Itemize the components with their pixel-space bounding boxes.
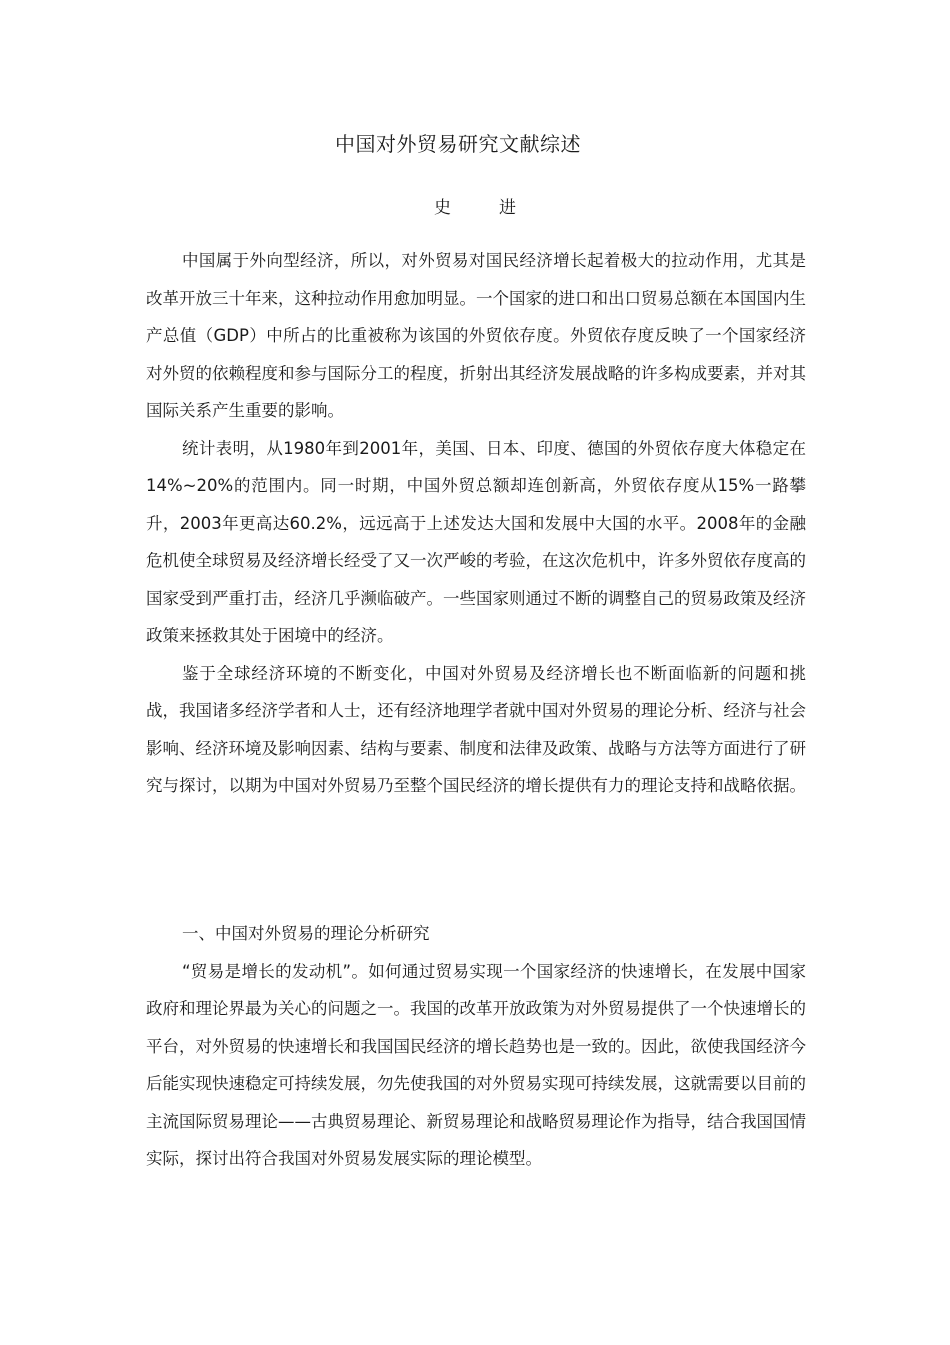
document-author: 史进 [434,198,564,218]
intro-paragraph-1: 中国属于外向型经济，所以，对外贸易对国民经济增长起着极大的拉动作用，尤其是改革开放三十年来，这种拉动作用愈加明显。一个国家的进口和出口贸易总额在本国国内生产总值（GDP）中所占的比重被称为该国的外贸依存度。外贸依存度反映了一个国家经济对外贸的依赖程度和参与国际分工的程度，折射出其经济发展战略的许多构成要素，并对其国际关系产生重要的影响。 [146,251,806,420]
document-title: 中国对外贸易研究文献综述 [335,132,581,156]
intro-paragraph-3: 鉴于全球经济环境的不断变化，中国对外贸易及经济增长也不断面临新的问题和挑战，我国诸多经济学者和人士，还有经济地理学者就中国对外贸易的理论分析、经济与社会影响、经济环境及影响因素、结构与要素、制度和法律及政策、战略与方法等方面进行了研究与探讨，以期为中国对外贸易乃至整个国民经济的增长提供有力的理论支持和战略依据。 [146,663,806,795]
section-paragraph: “贸易是增长的发动机”。如何通过贸易实现一个国家经济的快速增长，在发展中国家政府和理论界最为关心的问题之一。我国的改革开放政策为对外贸易提供了一个快速增长的平台，对外贸易的快速增长和我国国民经济的增长趋势也是一致的。因此，欲使我国经济今后能实现快速稳定可持续发展，勿先使我国的对外贸易实现可持续发展，这就需要以目前的主流国际贸易理论——古典贸易理论、新贸易理论和战略贸易理论作为指导，结合我国国情实际，探讨出符合我国对外贸易发展实际的理论模型。 [146,961,806,1168]
intro-paragraph-2: 统计表明，从1980年到2001年，美国、日本、印度、德国的外贸依存度大体稳定在14%~20%的范围内。同一时期，中国外贸总额却连创新高，外贸依存度从15%一路攀升，2003年更高达60.2%，远远高于上述发达大国和发展中大国的水平。2008年的金融危机使全球贸易及经济增长经受了又一次严峻的考验，在这次危机中，许多外贸依存度高的国家受到严重打击，经济几乎濒临破产。一些国家则通过不断的调整自己的贸易政策及经济政策来拯救其处于困境中的经济。 [146,438,806,645]
section-heading: 一、中国对外贸易的理论分析研究 [182,924,430,943]
section-theory [146,915,806,1178]
intro-section [146,242,806,805]
